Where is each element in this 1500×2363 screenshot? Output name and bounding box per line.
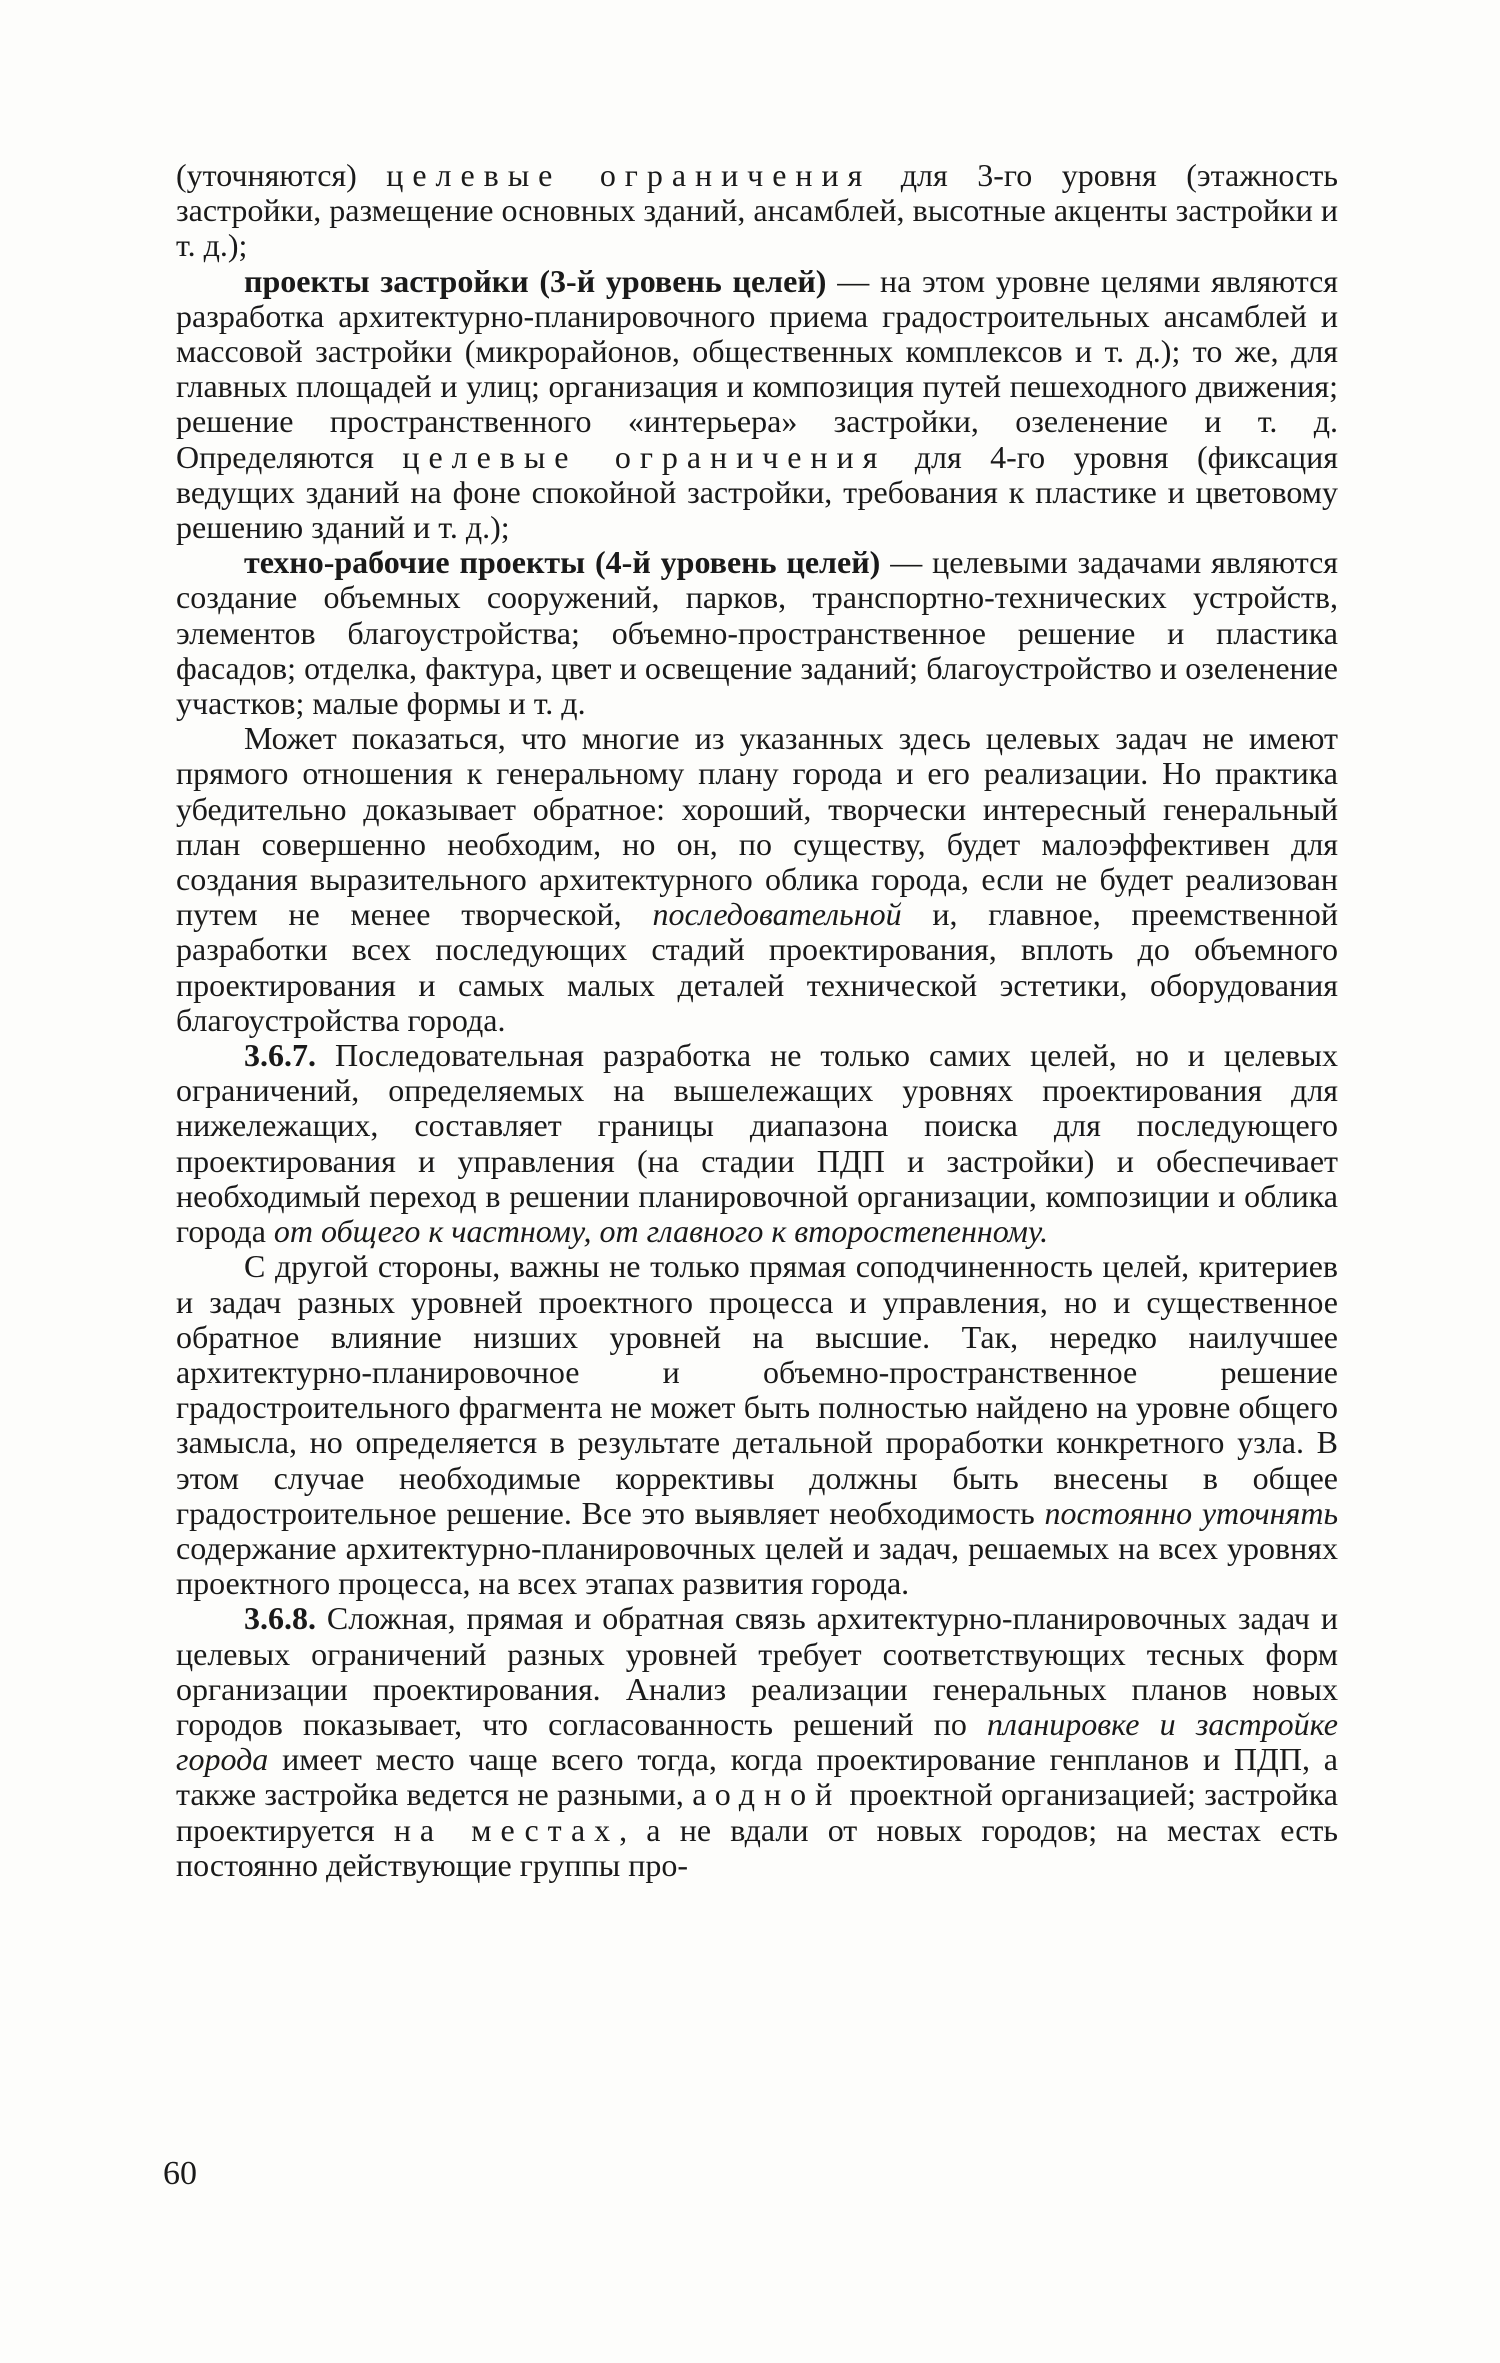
text-run: Сложная, прямая и обратная связь архитектурно-планировочных задач и целевых ограничений разных уровней требует соответствующих тесных форм организации проектирования. Анализ реализации генеральных планов новых городов показывает, что согласованность решений по — [176, 1600, 1338, 1742]
text-run: для 3-го уровня (этажность застройки, размещение основных зданий, ансамблей, высотные акценты застройки и т. д.); — [176, 157, 1338, 264]
text-run: — целевыми задачами являются создание объемных сооружений, парков, транспортно-технических устройств, элементов благоустройства; объемно-пространственное решение и пластика фасадов; отделка, фактура, цвет и освещение заданий; благоустройство и озеленение участков; малые формы и т. д. — [176, 544, 1338, 722]
section-number: 3.6.8. — [244, 1600, 316, 1637]
spaced-emphasis: целевые ограничения — [386, 157, 872, 193]
bold-term: техно-рабочие проекты (4-й уровень целей) — [244, 544, 881, 581]
italic-emphasis: планировке и застройке города — [176, 1705, 1339, 1778]
paragraph-5 — [176, 1038, 1338, 1249]
text-run: (уточняются) — [176, 157, 387, 193]
paragraph-6 — [176, 1249, 1338, 1601]
paragraph-3 — [176, 545, 1338, 721]
text-run: имеет место чаще всего тогда, когда проектирование генпланов и ПДП, а также застройка ведется не разными, а — [176, 1741, 1338, 1813]
text-run: для 4-го уровня (фиксация ведущих зданий на фоне спокойной застройки, требования к пластике и цветовому решению зданий и т. д.); — [176, 438, 1339, 546]
text-run: — на этом уровне целями являются разработка архитектурно-планировочного приема градостроительных ансамблей и массовой застройки (микрорайонов, общественных комплексов и т. д.); то же, для главных площадей и улиц; организация и композиция путей пешеходного движения; решение пространственного «интерьера» застройки, озеленение и т. д. Определяются — [176, 262, 1339, 475]
page-number: 60 — [163, 2155, 197, 2192]
italic-emphasis: постоянно уточнять — [1044, 1494, 1339, 1531]
text-run: и, главное, преемственной разработки всех последующих стадий проектирования, вплоть до объемного проектирования и самых малых деталей технической эстетики, оборудования благоустройства города. — [176, 896, 1339, 1038]
spaced-emphasis: на местах — [393, 1811, 620, 1848]
text-run: , а не вдали от новых городов; на местах есть постоянно действующие группы про- — [176, 1811, 1339, 1883]
bold-term: проекты застройки (3-й уровень целей) — [244, 262, 827, 299]
text-run: содержание архитектурно-планировочных целей и задач, решаемых на всех уровнях проектного процесса, на всех этапах развития города. — [176, 1529, 1338, 1602]
spaced-emphasis: одной — [714, 1776, 842, 1813]
paragraph-2 — [176, 264, 1338, 546]
text-run: Последовательная разработка не только самих целей, но и целевых ограничений, определяемых на вышележащих уровнях проектирования для нижележащих, составляет границы диапазона поиска для последующего проектирования и управления (на стадии ПДП и застройки) и обеспечивает необходимый переход в решении планировочной организации, композиции и облика города — [176, 1037, 1338, 1250]
paragraph-4 — [176, 721, 1338, 1038]
text-run: проектной организацией; застройка проектируется — [176, 1776, 1339, 1848]
paragraph-1 — [176, 158, 1338, 264]
italic-emphasis: последовательной — [652, 896, 902, 933]
paragraph-7 — [176, 1601, 1338, 1883]
spaced-emphasis: целевые ограничения — [402, 438, 887, 475]
body-text — [176, 158, 1338, 1883]
italic-emphasis: от общего к частному, от главного к второстепенному. — [273, 1213, 1049, 1250]
section-number: 3.6.7. — [244, 1037, 316, 1074]
text-run: С другой стороны, важны не только прямая соподчиненность целей, критериев и задач разных уровней проектного процесса и управления, но и существенное обратное влияние низших уровней на высшие. Так, нередко наилучшее архитектурно-планировочное и объемно-пространственное решение градостроительного фрагмента не может быть полностью найдено на уровне общего замысла, но определяется в результате детальной проработки конкретного узла. В этом случае необходимые коррективы должны быть внесены в общее градостроительное решение. Все это выявляет необходимость — [176, 1248, 1338, 1531]
text-run: Может показаться, что многие из указанных здесь целевых задач не имеют прямого отношения к генеральному плану города и его реализации. Но практика убедительно доказывает обратное: хороший, творчески интересный генеральный план совершенно необходим, но он, по существу, будет малоэффективен для создания выразительного архитектурного облика города, если не будет реализован путем не менее творческой, — [176, 720, 1338, 933]
